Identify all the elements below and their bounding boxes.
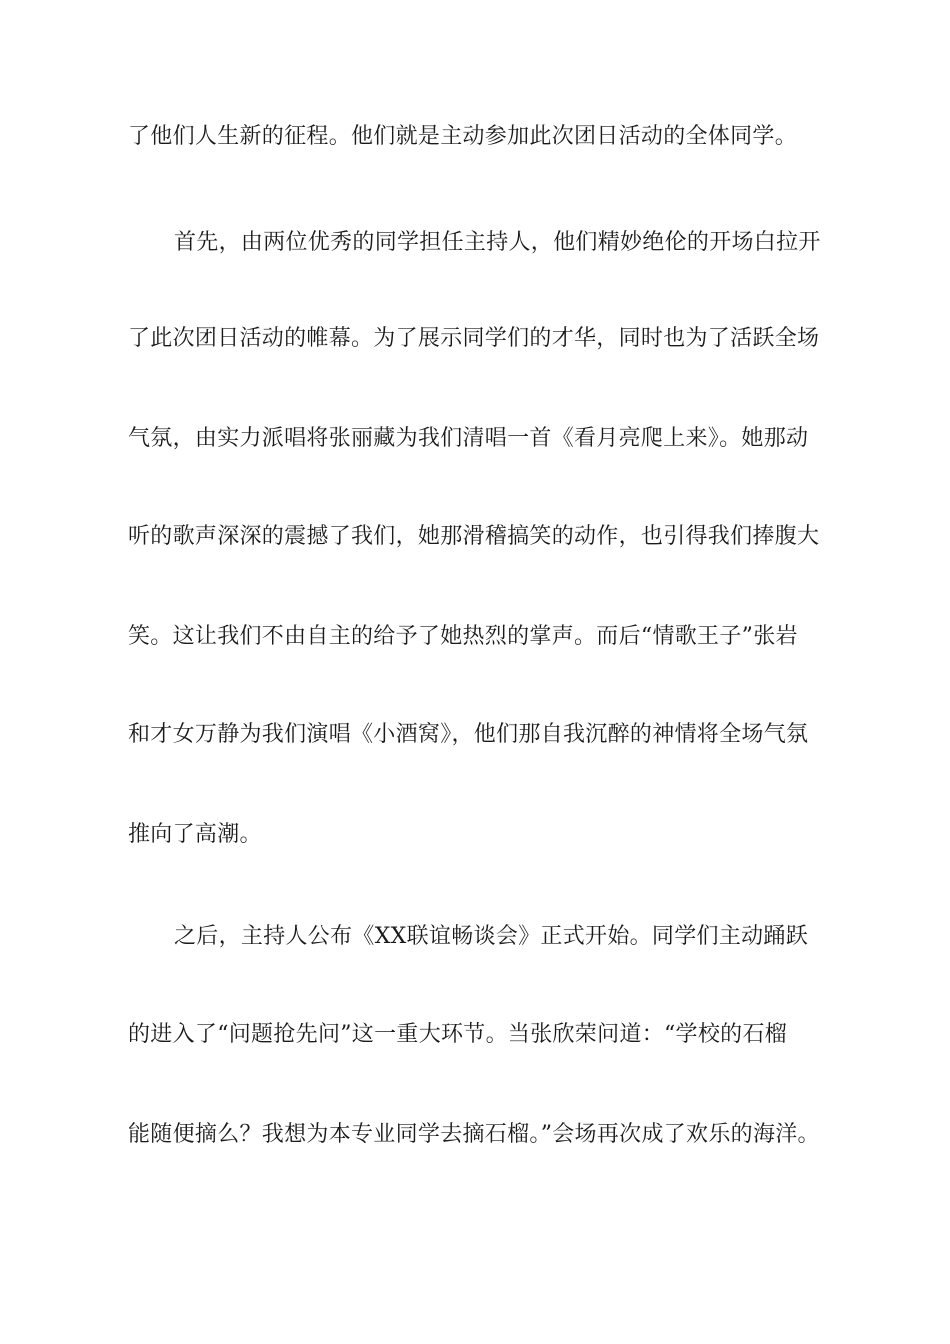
text-line: 了此次团日活动的帷幕。为了展示同学们的才华，同时也为了活跃全场 bbox=[128, 326, 820, 351]
text-line: 气氛，由实力派唱将张丽藏为我们清唱一首《看月亮爬上来》。她那动 bbox=[128, 426, 809, 451]
text-line: 的进入了“问题抢先问”这一重大环节。当张欣荣问道：“学校的石榴 bbox=[128, 1022, 788, 1047]
text-line: 了他们人生新的征程。他们就是主动参加此次团日活动的全体同学。 bbox=[128, 124, 798, 149]
text-line: 听的歌声深深的震撼了我们，她那滑稽搞笑的动作，也引得我们捧腹大 bbox=[128, 524, 820, 549]
text-line: 首先，由两位优秀的同学担任主持人，他们精妙绝伦的开场白拉开 bbox=[174, 230, 821, 255]
text-line: 和才女万静为我们演唱《小酒窝》，他们那自我沉醉的神情将全场气氛 bbox=[128, 722, 809, 747]
text-line: 推向了高潮。 bbox=[128, 822, 262, 847]
text-line: 之后，主持人公布《XX联谊畅谈会》正式开始。同学们主动踊跃 bbox=[174, 924, 809, 949]
text-line: 能随便摘么？我想为本专业同学去摘石榴。”会场再次成了欢乐的海洋。 bbox=[128, 1122, 820, 1147]
text-line: 笑。这让我们不由自主的给予了她热烈的掌声。而后“情歌王子”张岩 bbox=[128, 624, 798, 649]
